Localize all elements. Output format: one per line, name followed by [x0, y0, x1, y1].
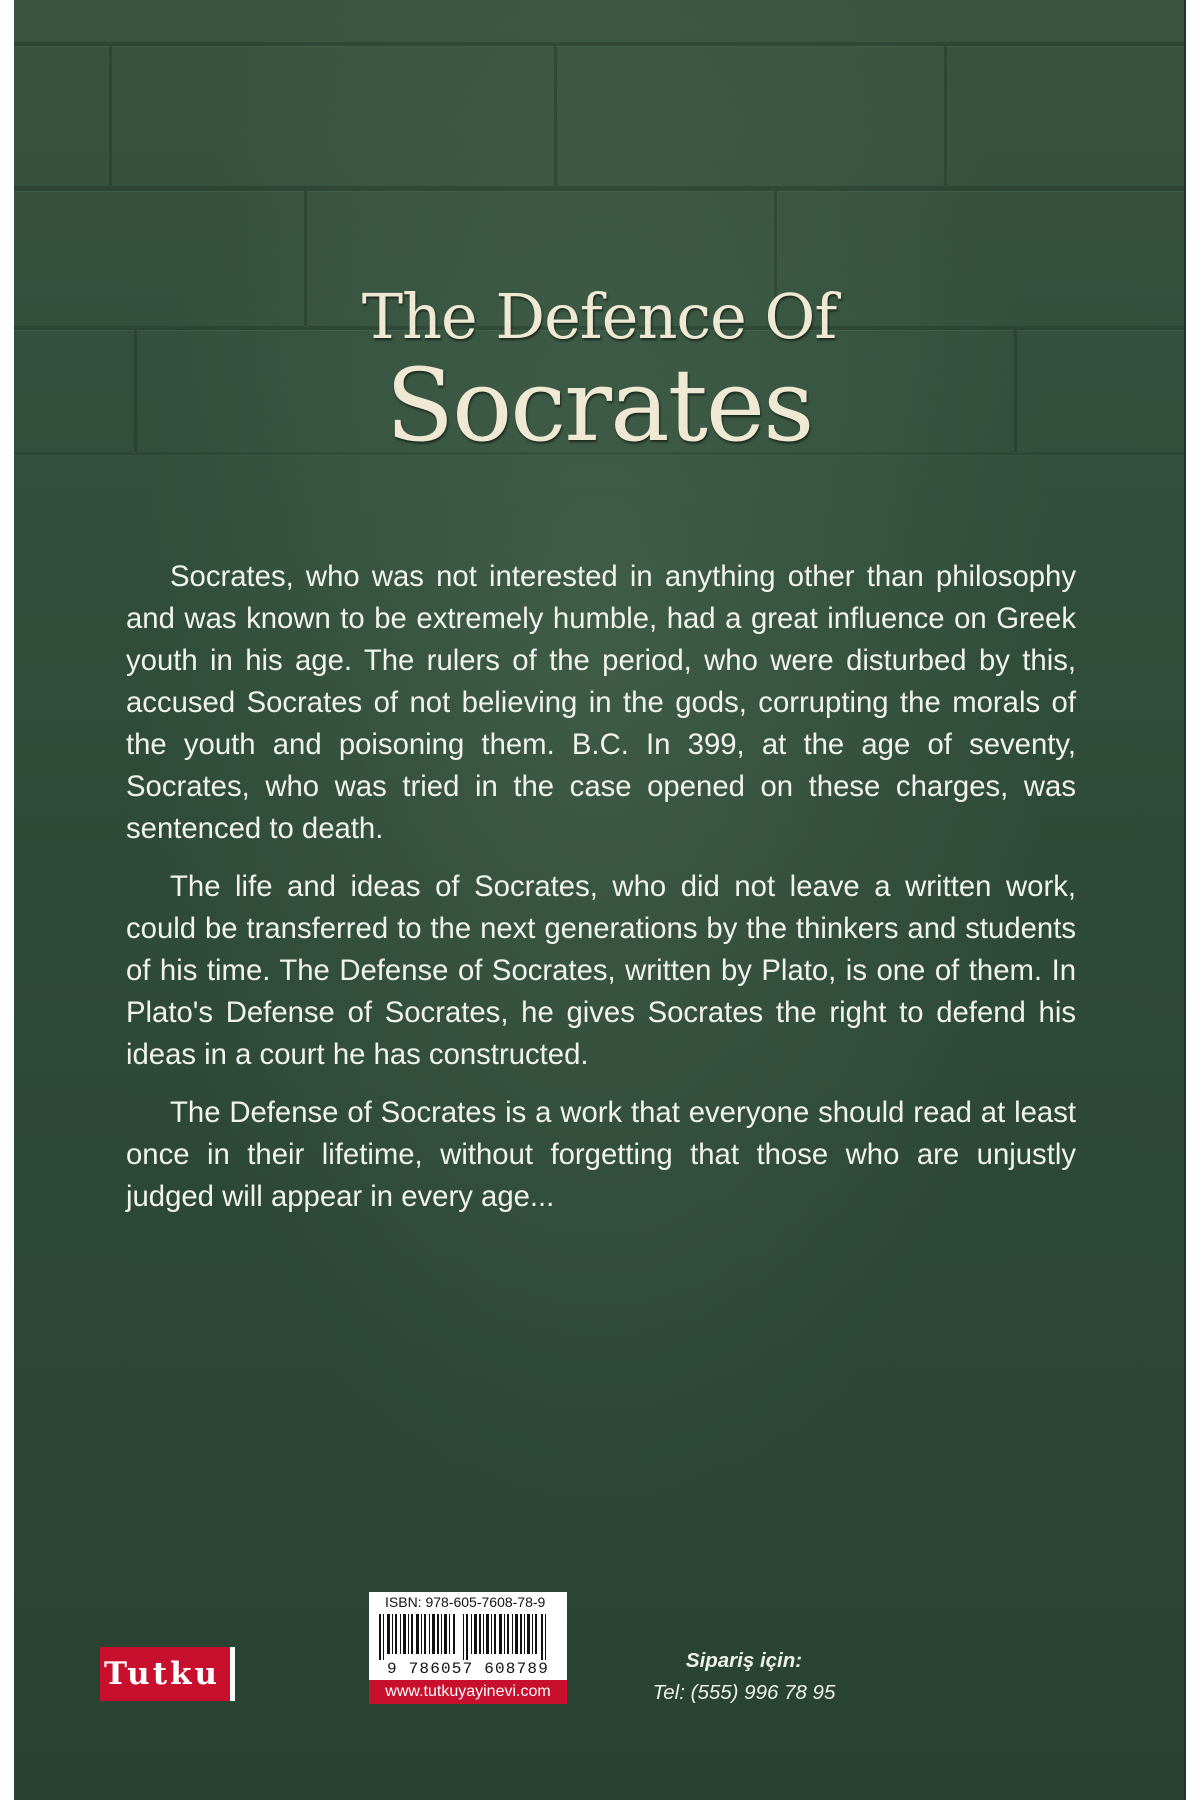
book-title — [14, 280, 1184, 464]
book-back-cover — [14, 0, 1186, 1800]
isbn-label: ISBN: 978-605-7608-78-9 — [385, 1594, 546, 1610]
order-phone: Tel: (555) 996 78 95 — [652, 1681, 836, 1704]
order-label: Sipariş için: — [685, 1649, 803, 1672]
publisher-logo-text: Tutku — [103, 1656, 221, 1692]
publisher-website: www.tutkuyayinevi.com — [369, 1680, 567, 1704]
title-line-2: Socrates — [385, 347, 813, 464]
barcode-digits: 9 786057 608789 — [386, 1660, 550, 1678]
publisher-logo — [100, 1647, 234, 1701]
barcode-icon — [373, 1614, 563, 1660]
order-info — [634, 1645, 854, 1709]
blurb-text — [126, 556, 1076, 1234]
blurb-paragraph-2: The life and ideas of Socrates, who did not leave a written work, could be transferred to the next generations by the thinkers and students of his time. The Defense of Socrates, written by Plato, is one of them. In Plato's Defense of Socrates, he gives Socrates the right to defend his ideas in a court he has constructed. — [126, 870, 1076, 1071]
blurb-paragraph-3: The Defense of Socrates is a work that everyone should read at least once in their lifetime, without forgetting that those who are unjustly judged will appear in every age... — [126, 1096, 1076, 1213]
blurb-paragraph-1: Socrates, who was not interested in anything other than philosophy and was known to be extremely humble, had a great influence on Greek youth in his age. The rulers of the period, who were disturbed by this, accused Socrates of not believing in the gods, corrupting the morals of the youth and poisoning them. B.C. In 399, at the age of seventy, Socrates, who was tried in the case opened on these charges, was sentenced to death. — [126, 560, 1076, 845]
title-line-1: The Defence Of — [361, 280, 837, 353]
barcode-box — [369, 1592, 567, 1704]
